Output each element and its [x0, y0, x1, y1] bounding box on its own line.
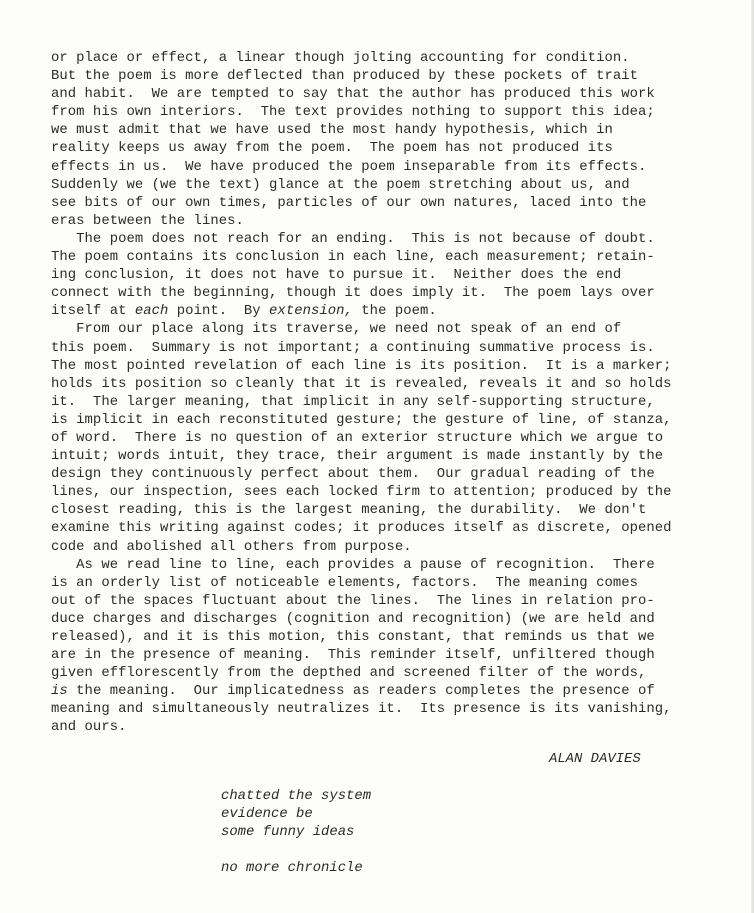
poem-line: no more chronicle	[221, 860, 363, 877]
essay-line: effects in us. We have produced the poem inseparable from its effects.	[51, 158, 647, 175]
essay-line: connect with the beginning, though it does imply it. The poem lays over	[51, 285, 655, 302]
essay-line: is an orderly list of noticeable elements, factors. The meaning comes	[51, 574, 639, 591]
essay-line: The poem contains its conclusion in each line, each measurement; retain-	[51, 249, 655, 266]
essay-line: The most pointed revelation of each line is its position. It is a marker;	[51, 357, 672, 374]
author-signature: ALAN DAVIES	[549, 751, 641, 767]
essay-line: or place or effect, a linear though jolting accounting for condition.	[51, 50, 630, 66]
essay-line: Suddenly we (we the text) glance at the poem stretching about us, and	[51, 176, 630, 193]
essay-line: intuit; words intuit, they trace, their argument is made instantly by the	[51, 448, 664, 465]
essay-body	[51, 49, 731, 737]
essay-line: duce charges and discharges (cognition and recognition) (we are held and	[51, 610, 655, 627]
poem-line: evidence be	[221, 806, 313, 823]
essay-line	[51, 302, 731, 320]
essay-line: From our place along its traverse, we need not speak of an end of	[51, 321, 622, 338]
line-segment: the poem.	[352, 303, 437, 320]
essay-line: we must admit that we have used the most handy hypothesis, which in	[51, 122, 613, 139]
essay-line: it. The larger meaning, that implicit in any self-supporting structure,	[51, 393, 655, 410]
essay-line: closest reading, this is the largest meaning, the durability. We don't	[51, 502, 647, 519]
essay-line: code and abolished all others from purpose.	[51, 538, 412, 555]
line-segment: point. By	[168, 303, 270, 320]
essay-line	[51, 682, 731, 700]
essay-line: reality keeps us away from the poem. The poem has not produced its	[51, 140, 613, 157]
essay-line: meaning and simultaneously neutralizes it. Its presence is its vanishing,	[51, 701, 672, 718]
essay-line: out of the spaces fluctuant about the lines. The lines in relation pro-	[51, 592, 655, 609]
essay-line: design they continuously perfect about them. Our gradual reading of the	[51, 466, 655, 483]
poem-excerpt	[221, 787, 371, 877]
essay-line: examine this writing against codes; it produces itself as discrete, opened	[51, 520, 672, 537]
italic-word-extension: extension,	[269, 303, 353, 320]
essay-line: As we read line to line, each provides a pause of recognition. There	[51, 556, 655, 573]
essay-line: given efflorescently from the depthed and screened filter of the words,	[51, 665, 647, 682]
italic-word-is: is	[51, 683, 68, 700]
essay-line: eras between the lines.	[51, 212, 244, 229]
poem-line: some funny ideas	[221, 824, 355, 841]
essay-line: holds its position so cleanly that it is revealed, reveals it and so holds	[51, 375, 672, 392]
line-segment: the meaning. Our implicatedness as readers completes the presence of	[67, 683, 655, 700]
essay-line: this poem. Summary is not important; a continuing summative process is.	[51, 339, 655, 356]
italic-word-each: each	[134, 303, 169, 320]
essay-line: ing conclusion, it does not have to pursue it. Neither does the end	[51, 267, 622, 284]
poem-line: chatted the system	[221, 788, 372, 804]
essay-line: released), and it is this motion, this constant, that reminds us that we	[51, 629, 655, 645]
essay-line: from his own interiors. The text provides nothing to support this idea;	[51, 104, 655, 121]
essay-line: are in the presence of meaning. This reminder itself, unfiltered though	[51, 647, 655, 664]
essay-line: and habit. We are tempted to say that the author has produced this work	[51, 86, 655, 103]
essay-line: see bits of our own times, particles of our own natures, laced into the	[51, 194, 647, 211]
essay-line: and ours.	[51, 719, 127, 736]
line-segment: itself at	[51, 303, 135, 320]
essay-line: of word. There is no question of an exterior structure which we argue to	[51, 429, 664, 446]
essay-line: is implicit in each reconstituted gesture; the gesture of line, of stanza,	[51, 411, 672, 428]
stanza-break	[221, 841, 371, 859]
essay-line: The poem does not reach for an ending. This is not because of doubt.	[51, 230, 655, 247]
essay-line: But the poem is more deflected than produced by these pockets of trait	[51, 68, 639, 85]
essay-line: lines, our inspection, sees each locked firm to attention; produced by the	[51, 484, 672, 501]
